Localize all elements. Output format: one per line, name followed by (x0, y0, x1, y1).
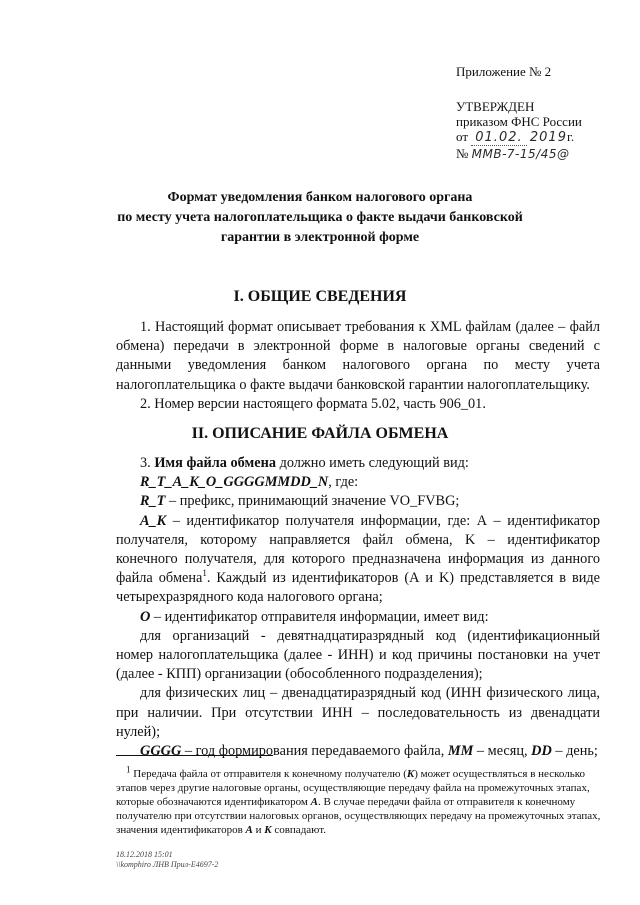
footnote-and: и (255, 824, 262, 836)
title-line-2: по месту учета налогоплательщика о факте выдачи банковской (117, 210, 523, 225)
print-stamp (116, 850, 218, 870)
number-prefix: № (456, 146, 469, 161)
footnote-k-1: K (406, 768, 415, 780)
footnote-a-2: А (245, 824, 253, 836)
section-1-heading: I. ОБЩИЕ СВЕДЕНИЯ (233, 288, 407, 305)
rt-text: – префикс, принимающий значение VO_FVBG; (169, 493, 460, 510)
footnote-part-c: . В случае передачи файла от отправителя к конечному получателю при отсутствии налоговых органов, осуществляющих передачу на промежуточных этапах, значения идентификаторов (116, 796, 601, 836)
order-number-line (456, 146, 582, 162)
o-text: – идентификатор отправителя информации, имеет вид: (153, 608, 489, 625)
o-code: O (140, 608, 151, 625)
handwritten-date: 01.02. (471, 130, 526, 146)
footnote (116, 764, 606, 837)
approved-label: УТВЕРЖДЕН (456, 99, 535, 114)
handwritten-number: ММВ-7-15/45@ (471, 147, 570, 161)
paragraph-3-number: 3. (140, 455, 151, 471)
pattern-rest: , где: (328, 474, 359, 491)
ak-text: – идентификатор получателя информации, где: А – идентификатор получателя, которому направляется файл обмена, K – идентификатор конечного получателя, для которого предназначена информация из данного файла обмена (116, 512, 600, 587)
dd-code: DD (531, 743, 552, 760)
footnote-a-1: А (310, 796, 318, 808)
footnote-part-b: ) может осуществляться в несколько этапов через другие налоговые органы, осуществляющие передачу файла на промежуточных этапах, которые обозначаются идентификатором (116, 768, 590, 808)
gggg-code: GGGG (140, 743, 182, 760)
dd-text: – день; (555, 743, 598, 760)
footnote-text (116, 764, 606, 837)
footnote-k-2: K (264, 824, 272, 836)
footnote-ref: 1 (202, 568, 207, 579)
order-line: приказом ФНС России (456, 114, 582, 129)
o-definition (116, 608, 600, 627)
date-prefix: от (456, 129, 469, 144)
rt-code: R_T (140, 493, 166, 510)
org-definition: для организаций - девятнадцатиразрядный код (идентификационный номер налогоплательщика (далее - ИНН) и код причины постановки на учет (далее - КПП) организации (обособленного подразделения); (116, 627, 600, 683)
footnote-number: 1 (126, 764, 131, 775)
footnote-part-d: совпадают. (274, 824, 326, 836)
ak-code: A_K (140, 512, 167, 529)
paragraph-1: 1. Настоящий формат описывает требования к XML файлам (далее – файл обмена) передачи в электронной форме в налоговые органы сведений с данными уведомления банком налогового органа по месту учета налогоплательщика о факте выдачи банковской гарантии налогоплательщику. (116, 319, 600, 393)
footnote-part-a: Передача файла от отправителя к конечному получателю ( (133, 768, 407, 780)
file-name-pattern-line (116, 473, 600, 492)
ak-definition (116, 512, 600, 608)
paragraph-2: 2. Номер версии настоящего формата 5.02, часть 906_01. (140, 395, 486, 412)
appendix-label: Приложение № 2 (456, 64, 552, 79)
footnote-divider (116, 755, 273, 756)
file-name-term: Имя файла обмена (154, 455, 276, 471)
date-definition (116, 742, 600, 761)
stamp-line-1: 18.12.2018 15:01 (116, 850, 173, 859)
gggg-text: – год формирования передаваемого файла, (184, 743, 445, 760)
stamp-line-2: \\komphiro ЛНВ Прил-Е4697-2 (116, 860, 219, 869)
paragraph-3-rest: должно иметь следующий вид: (279, 455, 469, 471)
section-2-heading: II. ОПИСАНИЕ ФАЙЛА ОБМЕНА (191, 425, 449, 442)
approval-block (456, 99, 582, 162)
paragraph-3 (116, 454, 600, 473)
mm-text: – месяц, (476, 743, 528, 760)
file-name-pattern: R_T_A_K_O_GGGGMMDD_N (140, 474, 329, 491)
handwritten-year: 2019 (529, 130, 567, 145)
section-2-body (116, 454, 600, 761)
ak-text-2: . Каждый из идентификаторов (А и K) представляется в виде четырехразрядного кода налогового органа; (116, 570, 600, 606)
person-definition: для физических лиц – двенадцатиразрядный код (ИНН физического лица, при наличии. При отсутствии ИНН – последовательность из двенадцати нулей); (116, 685, 600, 740)
section-1-body (116, 318, 600, 414)
order-date-line (456, 129, 582, 146)
title-line-1: Формат уведомления банком налогового органа (167, 190, 473, 205)
document-title (90, 188, 550, 248)
year-suffix: г. (566, 129, 575, 144)
mm-code: MM (447, 743, 474, 760)
title-line-3: гарантии в электронной форме (220, 230, 420, 245)
rt-definition (116, 492, 600, 511)
